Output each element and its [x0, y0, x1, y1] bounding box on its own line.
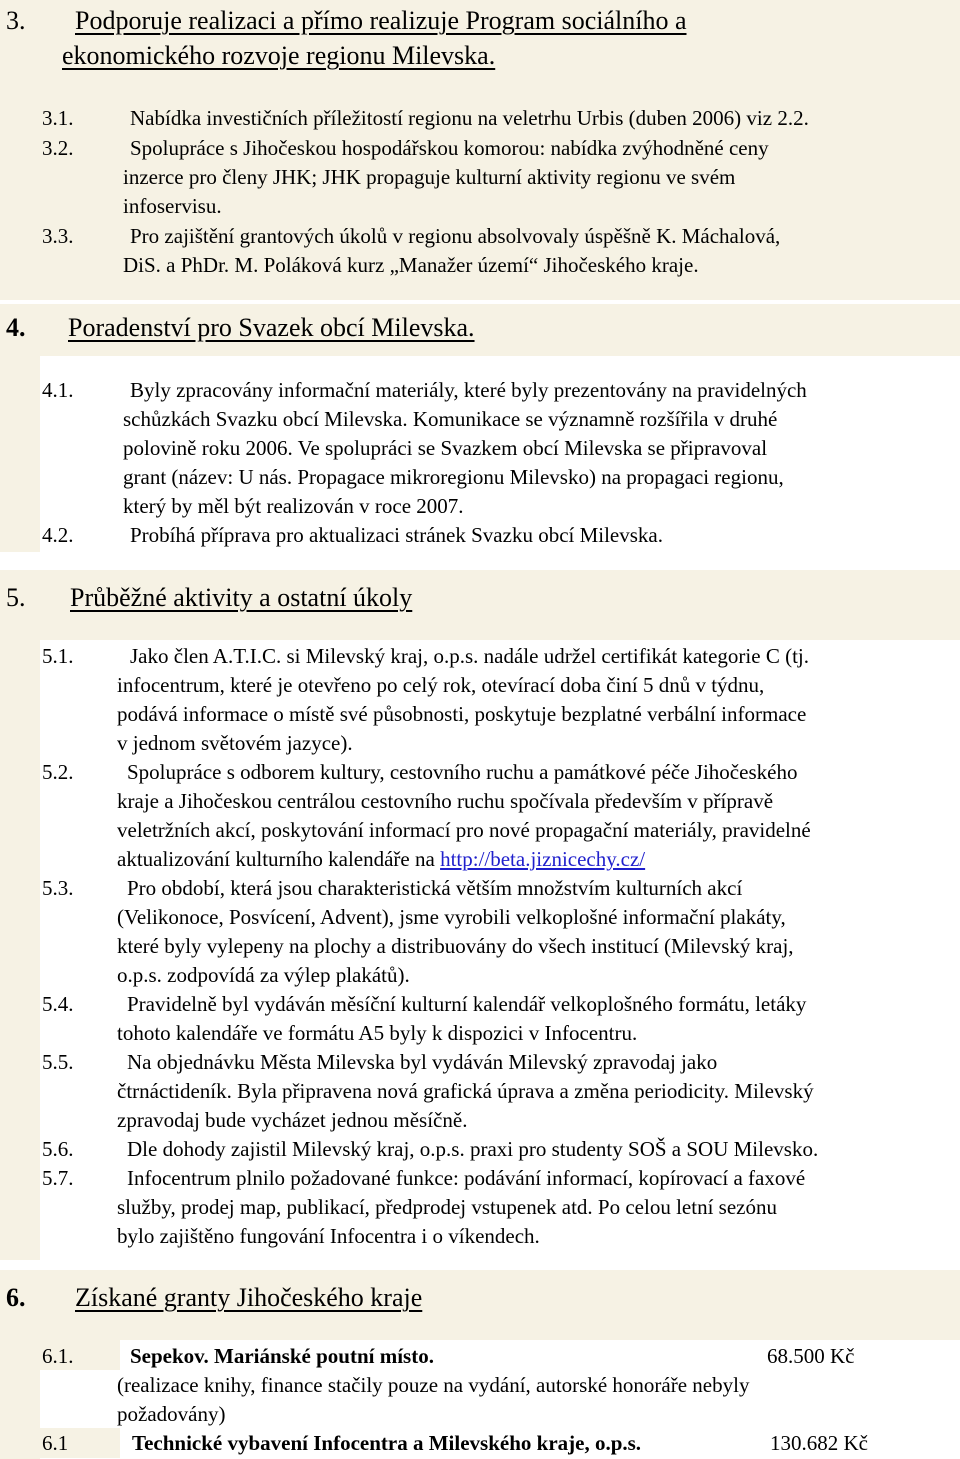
grant-title: Technické vybavení Infocentra a Milevského kraje, o.p.s.: [132, 1431, 642, 1455]
section-5-title: Průběžné aktivity a ostatní úkoly: [70, 583, 413, 612]
item-number: 5.7.: [42, 1166, 74, 1190]
grant-amount: 68.500 Kč: [767, 1344, 855, 1368]
item-text: v jednom světovém jazyce).: [117, 731, 353, 755]
section-6-title: Získané granty Jihočeského kraje: [75, 1283, 423, 1312]
item-number: 5.2.: [42, 760, 74, 784]
section-3-title: Podporuje realizaci a přímo realizuje Program sociálního a: [75, 6, 687, 35]
item-text: služby, prodej map, publikací, předprodej vstupenek atd. Po celou letní sezónu: [117, 1195, 777, 1219]
item-text: schůzkách Svazku obcí Milevska. Komunikace se významně rozšířila v druhé: [123, 407, 778, 431]
item-text: Byly zpracovány informační materiály, které byly prezentovány na pravidelných: [130, 378, 807, 402]
item-number: 5.5.: [42, 1050, 74, 1074]
item-text: kraje a Jihočeskou centrálou cestovního ruchu spočívala především v přípravě: [117, 789, 774, 813]
item-text: Spolupráce s odborem kultury, cestovního ruchu a památkové péče Jihočeského: [127, 760, 798, 784]
section-5-margin-background: [0, 640, 40, 1260]
grant-note: (realizace knihy, finance stačily pouze na vydání, autorské honoráře nebyly: [117, 1373, 750, 1397]
item-text: aktualizování kulturního kalendáře na: [117, 847, 441, 871]
grant-title: Sepekov. Mariánské poutní místo.: [130, 1344, 434, 1368]
item-text: infocentrum, které je otevřeno po celý rok, otevírací doba činí 5 dnů v týdnu,: [117, 673, 765, 697]
jiznicechy-link[interactable]: http://beta.jiznicechy.cz/: [440, 847, 646, 871]
section-3-number: 3.: [6, 6, 26, 35]
item-text: grant (název: U nás. Propagace mikroregionu Milevsko) na propagaci regionu,: [123, 465, 784, 489]
item-number: 5.3.: [42, 876, 74, 900]
section-5-number: 5.: [6, 583, 26, 612]
item-text: bylo zajištěno fungování Infocentra i o víkendech.: [117, 1224, 540, 1248]
item-number: 3.1.: [42, 106, 74, 130]
item-text: (Velikonoce, Posvícení, Advent), jsme vyrobili velkoplošné informační plakáty,: [117, 905, 786, 929]
item-text: Probíhá příprava pro aktualizaci stránek Svazku obcí Milevska.: [130, 523, 663, 547]
item-text: infoservisu.: [123, 194, 222, 218]
item-text: Nabídka investičních příležitostí regionu na veletrhu Urbis (duben 2006) viz 2.2.: [130, 106, 809, 130]
item-number: 4.2.: [42, 523, 74, 547]
item-text: Na objednávku Města Milevska byl vydáván Milevský zpravodaj jako: [127, 1050, 718, 1074]
item-number: 5.1.: [42, 644, 74, 668]
section-4-number: 4.: [6, 313, 26, 342]
item-text: polovině roku 2006. Ve spolupráci se Svazkem obcí Milevska se připravoval: [123, 436, 768, 460]
item-text: které byly vylepeny na plochy a distribuovány do všech institucí (Milevský kraj,: [117, 934, 794, 958]
item-text: který by měl být realizován v roce 2007.: [123, 494, 464, 518]
section-6-margin-background: [0, 1340, 40, 1459]
grant-number: 6.1: [42, 1431, 69, 1455]
item-text: čtrnáctideník. Byla připravena nová grafická úprava a změna periodicity. Milevský: [117, 1079, 814, 1103]
item-text: Infocentrum plnilo požadované funkce: podávání informací, kopírovací a faxové: [127, 1166, 806, 1190]
item-text: inzerce pro členy JHK; JHK propaguje kulturní aktivity regionu ve svém: [123, 165, 736, 189]
item-text: Dle dohody zajistil Milevský kraj, o.p.s. praxi pro studenty SOŠ a SOU Milevsko.: [127, 1137, 819, 1161]
item-text: veletržních akcí, poskytování informací pro nové propagační materiály, pravidelné: [117, 818, 811, 842]
item-number: 5.6.: [42, 1137, 74, 1161]
item-text: Pro zajištění grantových úkolů v regionu absolvovaly úspěšně K. Máchalová,: [130, 224, 781, 248]
item-text: Pro období, která jsou charakteristická větším množstvím kulturních akcí: [127, 876, 743, 900]
grant-amount: 130.682 Kč: [770, 1431, 868, 1455]
item-text: podává informace o místě své působnosti, poskytuje bezplatné verbální informace: [117, 702, 807, 726]
item-text: Jako člen A.T.I.C. si Milevský kraj, o.p.s. nadále udržel certifikát kategorie C (tj.: [130, 644, 810, 668]
grant-number: 6.1.: [42, 1344, 74, 1368]
item-text: Pravidelně byl vydáván měsíční kulturní kalendář velkoplošného formátu, letáky: [127, 992, 807, 1016]
item-text: tohoto kalendáře ve formátu A5 byly k dispozici v Infocentru.: [117, 1021, 638, 1045]
item-text: o.p.s. zodpovídá za výlep plakátů).: [117, 963, 410, 987]
section-6-number: 6.: [6, 1283, 26, 1312]
item-number: 5.4.: [42, 992, 74, 1016]
item-text: Spolupráce s Jihočeskou hospodářskou komorou: nabídka zvýhodněné ceny: [130, 136, 769, 160]
item-number: 3.3.: [42, 224, 74, 248]
item-text: zpravodaj bude vycházet jednou měsíčně.: [117, 1108, 468, 1132]
grant-note: požadovány): [117, 1402, 226, 1426]
item-text: DiS. a PhDr. M. Poláková kurz „Manažer území“ Jihočeského kraje.: [123, 253, 699, 277]
section-3-title: ekonomického rozvoje regionu Milevska.: [62, 41, 496, 70]
section-4-margin-background: [0, 356, 40, 552]
item-number: 4.1.: [42, 378, 74, 402]
item-text-with-link: [117, 845, 645, 873]
item-number: 3.2.: [42, 136, 74, 160]
section-4-title: Poradenství pro Svazek obcí Milevska.: [68, 313, 475, 342]
